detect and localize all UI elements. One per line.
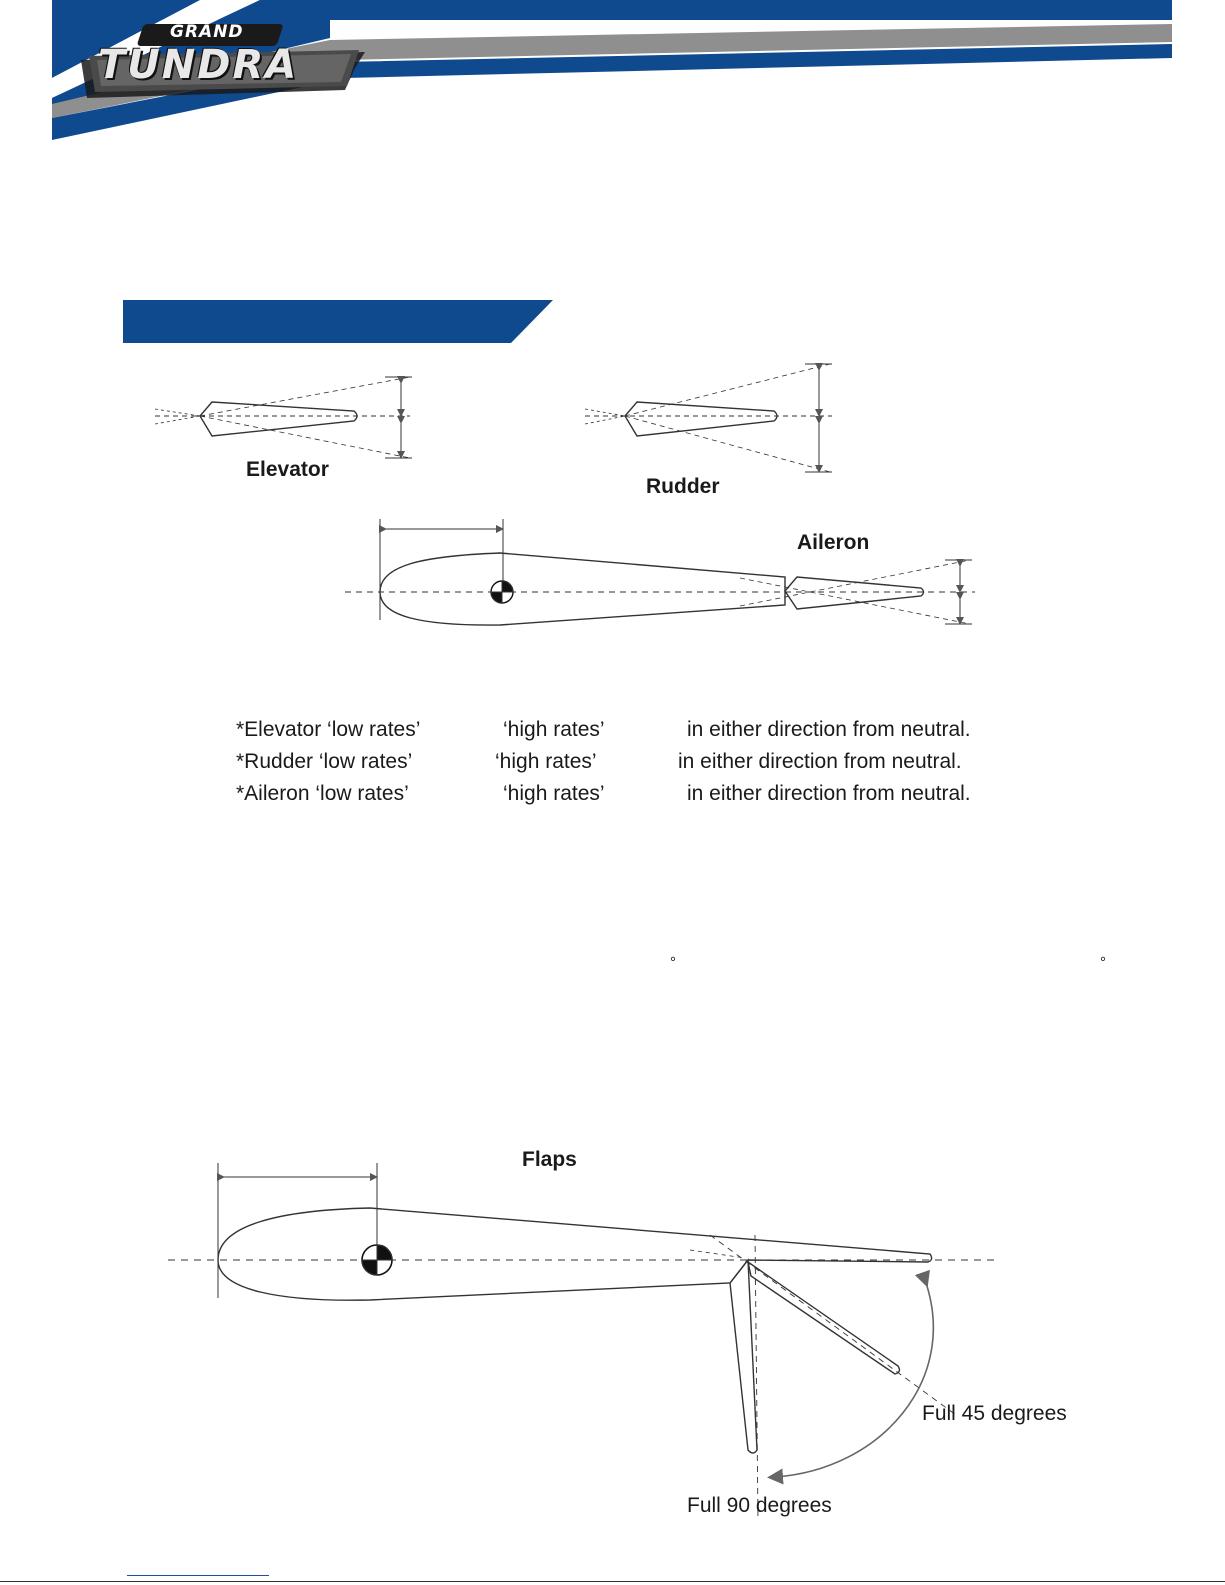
- elevator-low-rates: *Elevator ‘low rates’: [236, 718, 421, 741]
- flaps-label: Flaps: [522, 1148, 577, 1171]
- aileron-diagram: [345, 519, 975, 625]
- aileron-label: Aileron: [797, 531, 870, 554]
- aileron-direction: in either direction from neutral.: [687, 782, 971, 805]
- rudder-low-rates: *Rudder ‘low rates’: [236, 750, 413, 773]
- rudder-high-rates: ‘high rates’: [495, 750, 597, 773]
- logo-tundra-text: TUNDRA: [98, 42, 299, 88]
- rudder-direction: in either direction from neutral.: [678, 750, 962, 773]
- full-45-degrees-label: Full 45 degrees: [922, 1402, 1067, 1425]
- footer-rule: [0, 1581, 1225, 1582]
- aileron-low-rates: *Aileron ‘low rates’: [236, 782, 409, 805]
- elevator-direction: in either direction from neutral.: [687, 718, 971, 741]
- elevator-label: Elevator: [246, 458, 329, 481]
- degree-mark-1: °: [670, 954, 676, 971]
- aileron-high-rates: ‘high rates’: [503, 782, 605, 805]
- elevator-high-rates: ‘high rates’: [503, 718, 605, 741]
- elevator-diagram: [155, 377, 412, 458]
- rudder-label: Rudder: [646, 475, 720, 498]
- rudder-diagram: [585, 364, 832, 472]
- full-90-degrees-label: Full 90 degrees: [687, 1494, 832, 1517]
- degree-mark-2: °: [1100, 954, 1106, 971]
- flaps-diagram: [168, 1163, 1000, 1520]
- logo-grand-text: GRAND: [170, 22, 244, 42]
- footer-link-underline[interactable]: [127, 1575, 269, 1576]
